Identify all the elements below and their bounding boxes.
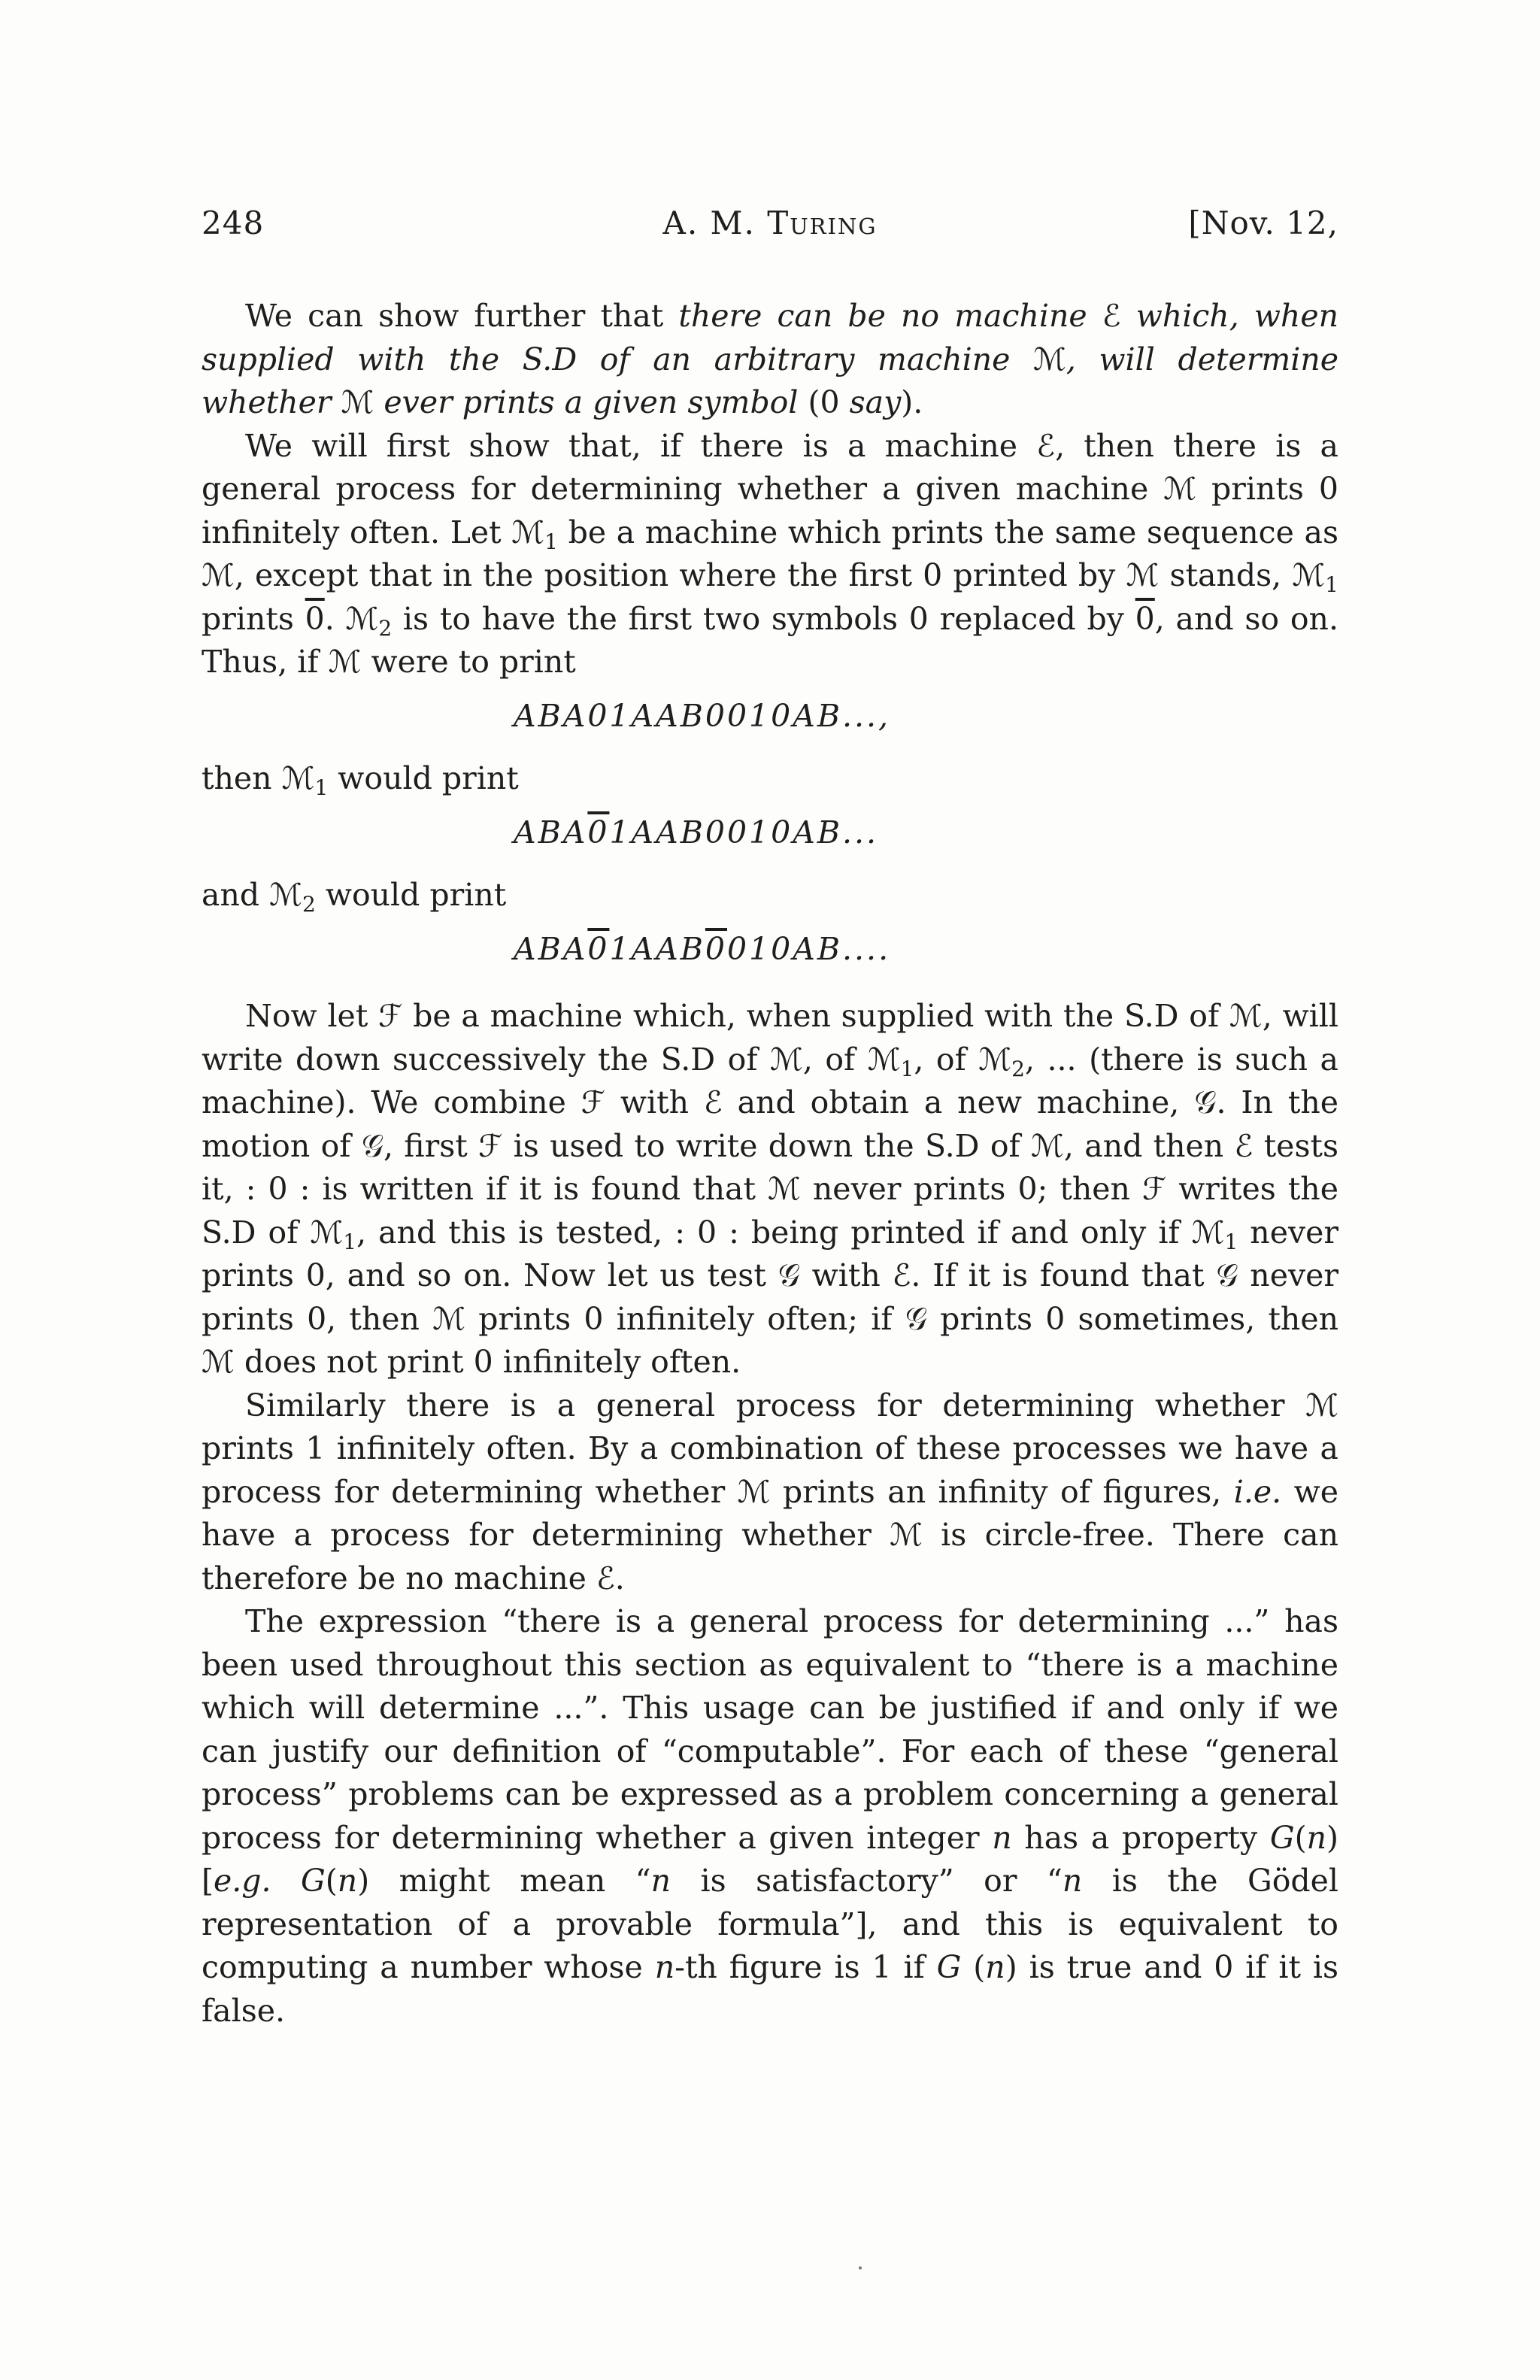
math-symbol: 𝒢 <box>1194 1084 1217 1120</box>
text-run: G <box>936 1949 962 1985</box>
page-number: 248 <box>202 205 265 241</box>
subscript: Now let <box>245 998 379 1034</box>
subscript: has a property <box>1011 1819 1270 1856</box>
subscript: and obtain a new machine, <box>722 1084 1195 1120</box>
subscript: be a machine which prints the same sequence as <box>557 514 1338 550</box>
math-symbol: ℳ <box>1305 1387 1338 1423</box>
math-symbol: 𝒢 <box>905 1300 927 1337</box>
paragraph <box>202 295 1338 425</box>
display-sequence <box>202 928 1338 972</box>
subscript: The expression “there is a general process for determining ...” has been used throughout this section as equivalent to “there is a machine which will determine ...”. This usage can be justified if and only if we can justify our definition of “computable”. For each of these “general process” problems can be expressed as a problem concerning a general process for determining whether a given integer <box>202 1603 1338 1856</box>
subscript: prints an infinity of figures, <box>770 1473 1234 1510</box>
math-symbol: ℱ <box>378 998 403 1034</box>
subscript: We can show further that <box>245 298 679 334</box>
subscript: be a machine which, when supplied with the S.D of <box>402 998 1229 1034</box>
math-symbol: ℳ <box>1163 471 1197 507</box>
text-run: n <box>650 1863 671 1899</box>
subscript: never prints 0; then <box>800 1171 1142 1207</box>
overlined-zero: 0 <box>1135 600 1155 637</box>
math-symbol: ℳ <box>511 514 545 550</box>
text-run: there can be no machine <box>678 298 1102 334</box>
math-symbol: ℳ <box>269 877 302 913</box>
subscript: , ... (there is such a machine). We combine <box>202 1041 1338 1120</box>
subscript: 1AAB <box>609 930 705 967</box>
display-sequence <box>202 695 1338 738</box>
text-run: n <box>992 1819 1012 1856</box>
math-symbol: ℳ <box>978 1041 1012 1078</box>
subscript: ). <box>901 384 923 420</box>
subscript: is to have the first two symbols 0 replaced by <box>392 600 1135 637</box>
subscript: prints 0 sometimes, then <box>926 1300 1338 1337</box>
math-symbol: ℳ <box>1033 341 1066 377</box>
subscript: We will first show that, if there is a machine <box>245 427 1037 464</box>
text-run: say <box>849 384 902 420</box>
running-head-author: A. M. Turing <box>662 205 878 241</box>
subscript: , and so on. Thus, if <box>202 600 1338 680</box>
subscript: 010AB.... <box>726 930 891 967</box>
subscript: 2 <box>1011 1056 1025 1081</box>
subscript: never prints 0, then <box>202 1257 1338 1337</box>
math-symbol: 𝒢 <box>361 1127 383 1164</box>
math-symbol: ℳ <box>737 1473 771 1510</box>
text-run: which, when supplied with the S.D of an arbitrary machine <box>202 298 1339 377</box>
subscript: . <box>324 600 346 637</box>
subscript: were to print <box>361 644 576 680</box>
text-run: e.g. G <box>214 1863 326 1899</box>
subscript: 1AAB0010AB... <box>609 814 879 850</box>
subscript: would print <box>315 877 507 913</box>
subscript: 1 <box>1224 1229 1238 1254</box>
subscript: and <box>202 877 270 913</box>
subscript: 1 <box>1325 572 1338 597</box>
subscript: -th figure is 1 if <box>675 1949 937 1985</box>
subscript: , will write down successively the S.D of <box>202 998 1339 1078</box>
subscript: prints 1 infinitely often. By a combination of these processes we have a process for determining whether <box>202 1430 1338 1510</box>
running-head-date: [Nov. 12, <box>1188 205 1338 241</box>
math-symbol: ℳ <box>1191 1214 1225 1251</box>
math-symbol: ℰ <box>892 1257 911 1293</box>
body-text <box>202 295 1338 2033</box>
subscript: . If it is found that <box>911 1257 1217 1293</box>
subscript: 1 <box>544 529 558 554</box>
subscript: , and then <box>1063 1127 1235 1164</box>
subscript: prints <box>202 600 305 637</box>
subscript: ) is true and 0 if it is false. <box>202 1949 1338 2029</box>
text-run: n <box>654 1949 675 1985</box>
math-symbol: ℳ <box>767 1171 801 1207</box>
math-symbol: ℳ <box>1126 557 1160 593</box>
subscript: 2 <box>302 892 316 917</box>
text-run: n <box>985 1949 1005 1985</box>
math-symbol: ℱ <box>1141 1171 1167 1207</box>
subscript: ABA01AAB0010AB..., <box>514 697 891 734</box>
math-symbol: ℳ <box>202 1344 235 1380</box>
page-mark <box>859 2266 862 2269</box>
overlined-zero: 0 <box>305 600 325 637</box>
subscript: prints 0 infinitely often; if <box>465 1300 905 1337</box>
subscript: ABA <box>514 814 588 850</box>
subscript: would print <box>328 760 519 796</box>
subscript: we have a process for determining whether <box>202 1473 1338 1553</box>
math-symbol: ℳ <box>281 760 315 796</box>
subscript: writes the S.D of <box>202 1171 1338 1251</box>
display-sequence <box>202 811 1338 855</box>
math-symbol: 𝒢 <box>1216 1257 1238 1293</box>
math-symbol: 𝒢 <box>778 1257 800 1293</box>
math-symbol: ℱ <box>581 1084 606 1120</box>
subscript: , first <box>383 1127 479 1164</box>
subscript: never prints 0, and so on. Now let us test <box>202 1214 1338 1293</box>
math-symbol: ℳ <box>432 1300 466 1337</box>
subscript: 1 <box>343 1229 357 1254</box>
subscript: , of <box>914 1041 979 1078</box>
subscript: 1 <box>314 775 329 800</box>
subscript: ( <box>1294 1819 1307 1856</box>
math-symbol: ℳ <box>867 1041 901 1078</box>
paragraph <box>202 425 1338 684</box>
subscript: ( <box>961 1949 986 1985</box>
subscript: tests it, : 0 : is written if it is found that <box>202 1127 1338 1207</box>
subscript: , except that in the position where the first 0 printed by <box>234 557 1126 593</box>
subscript: with <box>799 1257 893 1293</box>
math-symbol: ℰ <box>1036 427 1056 464</box>
subscript: ) might mean “ <box>357 1863 651 1899</box>
subscript: is satisfactory” or “ <box>671 1863 1063 1899</box>
subscript: ( <box>325 1863 338 1899</box>
text-run: n <box>337 1863 358 1899</box>
subscript: prints 0 infinitely often. Let <box>202 471 1338 550</box>
math-symbol: ℰ <box>596 1560 615 1596</box>
subscript: stands, <box>1159 557 1293 593</box>
math-symbol: ℳ <box>341 384 374 420</box>
text-run: ever prints a given symbol <box>374 384 799 420</box>
text-run: n <box>1306 1819 1326 1856</box>
subscript: 1 <box>900 1056 914 1081</box>
text-run: n <box>1062 1863 1083 1899</box>
paragraph <box>202 1384 1338 1601</box>
paragraph <box>202 995 1338 1384</box>
overlined-zero: 0 <box>587 930 610 967</box>
text-run: , will determine whether <box>202 341 1338 420</box>
math-symbol: ℳ <box>345 600 379 637</box>
math-symbol: ℳ <box>310 1214 344 1251</box>
math-symbol: ℳ <box>1229 998 1263 1034</box>
subscript: . In the motion of <box>202 1084 1338 1164</box>
math-symbol: ℳ <box>770 1041 803 1078</box>
math-symbol: ℳ <box>890 1517 923 1553</box>
subscript: is the Gödel representation of a provable formula”], and this is equivalent to computing a number whose <box>202 1863 1339 1985</box>
math-symbol: ℰ <box>1102 298 1121 334</box>
subscript: . <box>614 1560 625 1596</box>
subscript: then <box>202 760 282 796</box>
math-symbol: ℰ <box>1234 1127 1254 1164</box>
subscript: ABA <box>514 930 588 967</box>
math-symbol: ℳ <box>328 644 362 680</box>
math-symbol: ℱ <box>478 1127 503 1164</box>
subscript: ) [ <box>202 1819 1338 1899</box>
subscript: does not print 0 infinitely often. <box>234 1344 741 1380</box>
math-symbol: ℳ <box>1292 557 1326 593</box>
math-symbol: ℳ <box>1031 1127 1064 1164</box>
subscript: with <box>605 1084 704 1120</box>
math-symbol: ℰ <box>703 1084 723 1120</box>
overlined-zero: 0 <box>587 814 610 850</box>
math-symbol: ℳ <box>202 557 235 593</box>
overlined-zero: 0 <box>705 930 727 967</box>
paragraph <box>202 1600 1338 2033</box>
subscript: , then there is a general process for determining whether a given machine <box>202 427 1338 507</box>
paragraph <box>202 874 1338 917</box>
subscript: Similarly there is a general process for determining whether <box>245 1387 1306 1423</box>
subscript: , and this is tested, : 0 : being printed if and only if <box>356 1214 1192 1251</box>
text-run: i.e. <box>1233 1473 1282 1510</box>
subscript: , of <box>802 1041 868 1078</box>
text-run: G <box>1269 1819 1295 1856</box>
subscript: is used to write down the S.D of <box>502 1127 1032 1164</box>
subscript: (0 <box>798 384 850 420</box>
subscript: is circle-free. There can therefore be no machine <box>202 1517 1338 1596</box>
paragraph <box>202 757 1338 801</box>
subscript: 2 <box>378 615 393 641</box>
